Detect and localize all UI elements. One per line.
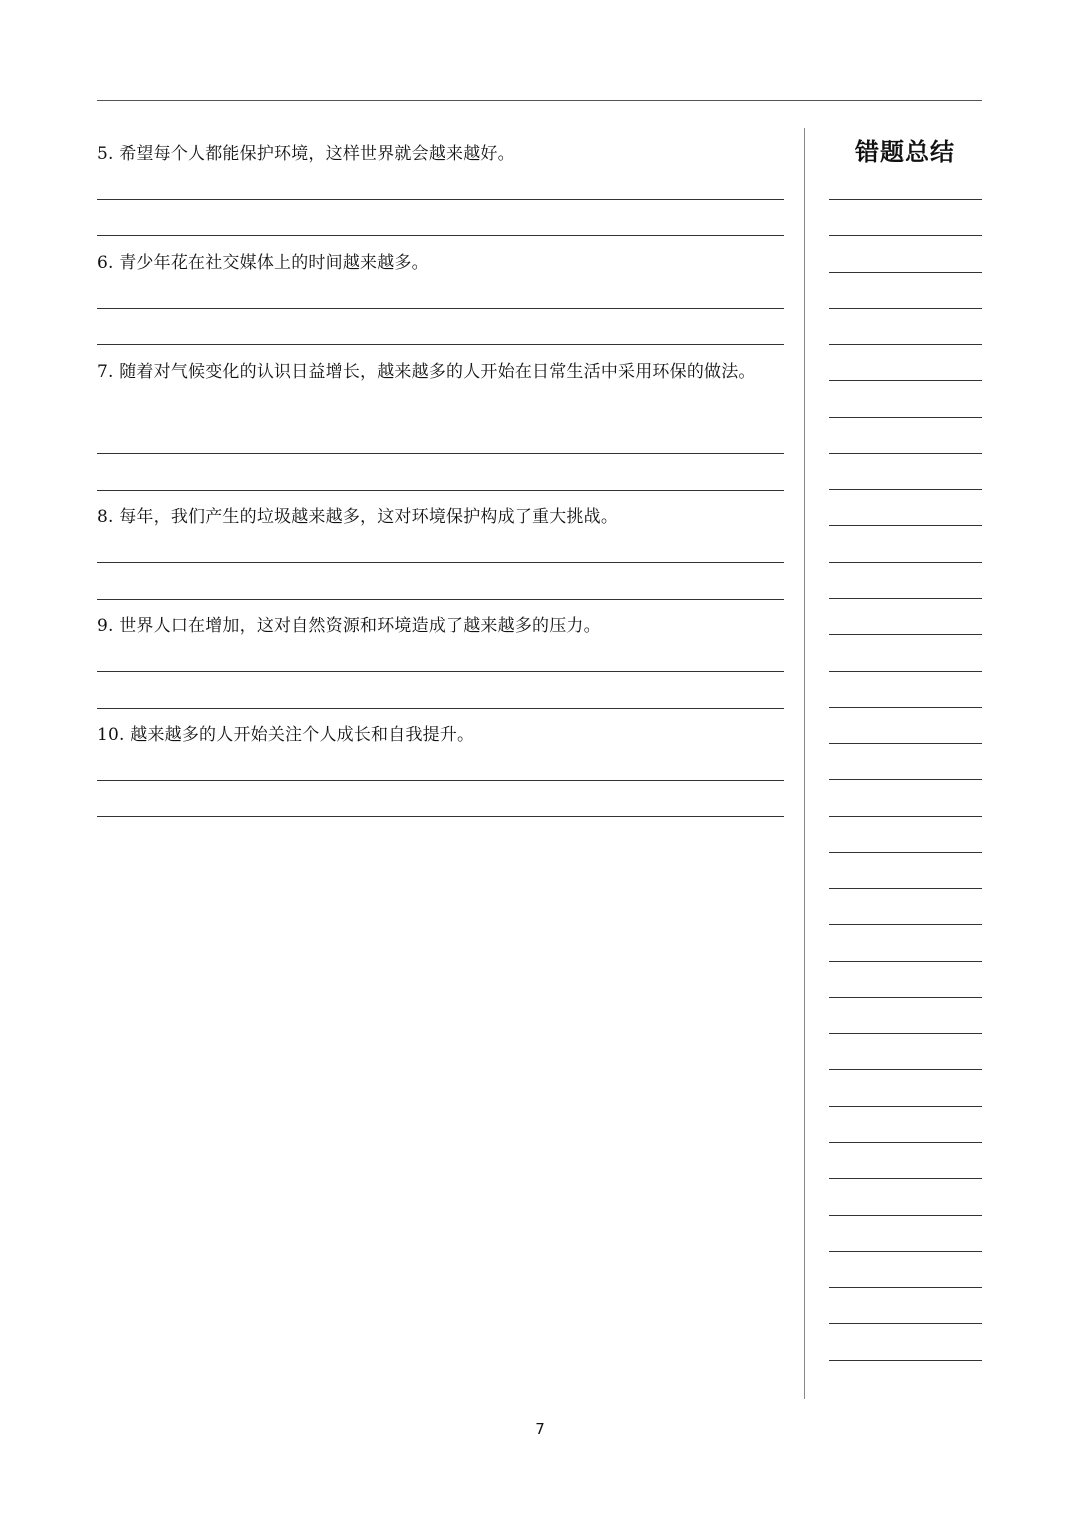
question-text: 5. 希望每个人都能保护环境，这样世界就会越来越好。 bbox=[97, 144, 515, 164]
answer-line[interactable] bbox=[97, 308, 784, 309]
summary-title: 错题总结 bbox=[855, 138, 955, 166]
summary-line[interactable] bbox=[829, 344, 982, 345]
summary-line[interactable] bbox=[829, 779, 982, 780]
summary-line[interactable] bbox=[829, 1360, 982, 1361]
summary-line[interactable] bbox=[829, 598, 982, 599]
summary-line[interactable] bbox=[829, 1215, 982, 1216]
answer-line[interactable] bbox=[97, 199, 784, 200]
summary-line[interactable] bbox=[829, 308, 982, 309]
summary-line[interactable] bbox=[829, 1287, 982, 1288]
summary-line[interactable] bbox=[829, 634, 982, 635]
summary-line[interactable] bbox=[829, 1178, 982, 1179]
summary-line[interactable] bbox=[829, 272, 982, 273]
summary-line[interactable] bbox=[829, 1323, 982, 1324]
summary-line[interactable] bbox=[829, 743, 982, 744]
question-text: 9. 世界人口在增加，这对自然资源和环境造成了越来越多的压力。 bbox=[97, 616, 601, 636]
summary-line[interactable] bbox=[829, 1251, 982, 1252]
summary-line[interactable] bbox=[829, 562, 982, 563]
summary-line[interactable] bbox=[829, 1106, 982, 1107]
summary-line[interactable] bbox=[829, 852, 982, 853]
question-text: 8. 每年，我们产生的垃圾越来越多，这对环境保护构成了重大挑战。 bbox=[97, 507, 619, 527]
answer-line[interactable] bbox=[97, 599, 784, 600]
answer-line[interactable] bbox=[97, 816, 784, 817]
summary-line[interactable] bbox=[829, 235, 982, 236]
column-divider bbox=[804, 128, 805, 1399]
summary-line[interactable] bbox=[829, 525, 982, 526]
question-text: 6. 青少年花在社交媒体上的时间越来越多。 bbox=[97, 253, 429, 273]
page-number: 7 bbox=[535, 1420, 545, 1438]
summary-line[interactable] bbox=[829, 707, 982, 708]
answer-line[interactable] bbox=[97, 671, 784, 672]
summary-line[interactable] bbox=[829, 1069, 982, 1070]
summary-line[interactable] bbox=[829, 489, 982, 490]
question-text: 7. 随着对气候变化的认识日益增长，越来越多的人开始在日常生活中采用环保的做法。 bbox=[97, 362, 756, 382]
answer-line[interactable] bbox=[97, 344, 784, 345]
header-rule bbox=[97, 100, 982, 101]
summary-line[interactable] bbox=[829, 417, 982, 418]
summary-line[interactable] bbox=[829, 816, 982, 817]
answer-line[interactable] bbox=[97, 562, 784, 563]
summary-line[interactable] bbox=[829, 199, 982, 200]
answer-line[interactable] bbox=[97, 780, 784, 781]
summary-line[interactable] bbox=[829, 671, 982, 672]
summary-line[interactable] bbox=[829, 924, 982, 925]
answer-line[interactable] bbox=[97, 490, 784, 491]
answer-line[interactable] bbox=[97, 453, 784, 454]
summary-line[interactable] bbox=[829, 380, 982, 381]
answer-line[interactable] bbox=[97, 708, 784, 709]
summary-line[interactable] bbox=[829, 961, 982, 962]
summary-line[interactable] bbox=[829, 1142, 982, 1143]
answer-line[interactable] bbox=[97, 235, 784, 236]
summary-line[interactable] bbox=[829, 1033, 982, 1034]
question-text: 10. 越来越多的人开始关注个人成长和自我提升。 bbox=[97, 725, 475, 745]
summary-line[interactable] bbox=[829, 997, 982, 998]
summary-line[interactable] bbox=[829, 453, 982, 454]
summary-line[interactable] bbox=[829, 888, 982, 889]
